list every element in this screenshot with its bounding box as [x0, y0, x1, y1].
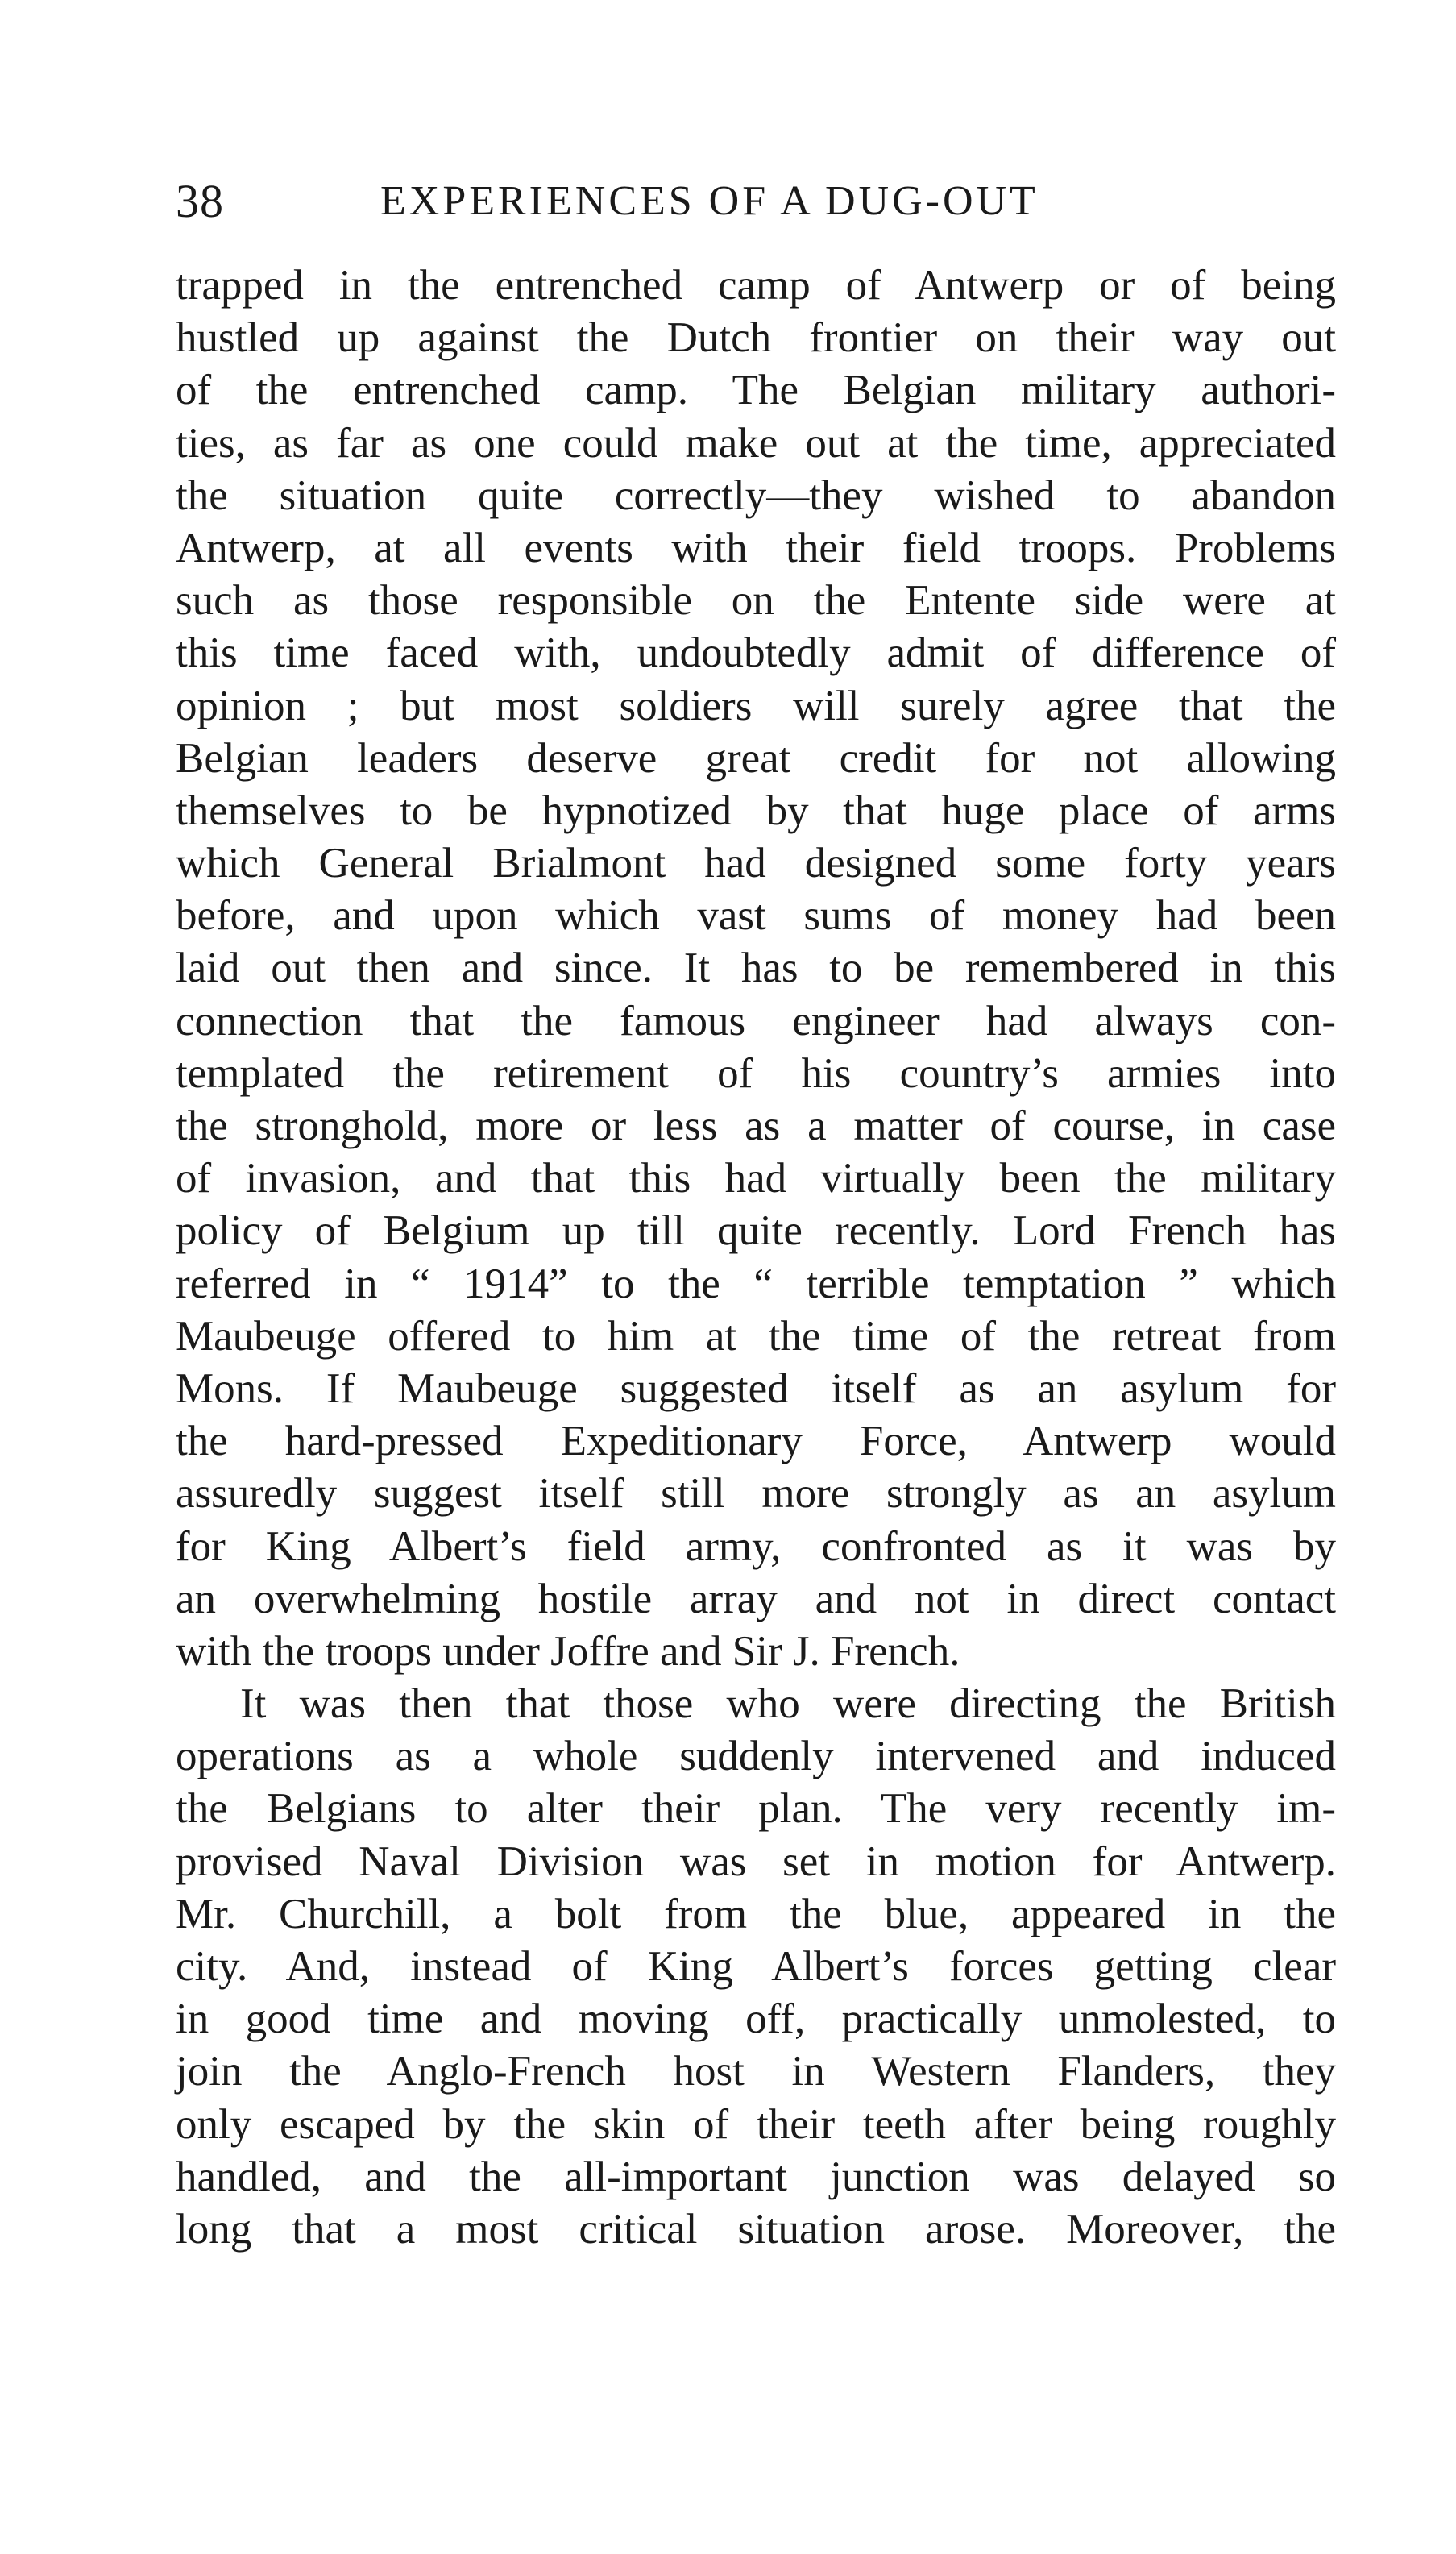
text-line: the Belgians to alter their plan. The very recently im-	[176, 1785, 1336, 1833]
text-line: templated the retirement of his country’s armies into	[176, 1049, 1336, 1097]
text-line: laid out then and since. It has to be remembered in this	[176, 945, 1336, 992]
paragraph-end-line: with the troops under Joffre and Sir J. French.	[176, 1627, 960, 1675]
text-line: Mons. If Maubeuge suggested itself as an asylum for	[176, 1364, 1336, 1412]
text-line: of the entrenched camp. The Belgian military authori-	[176, 367, 1336, 414]
text-line: of invasion, and that this had virtually been the military	[176, 1155, 1336, 1202]
text-line: connection that the famous engineer had always con-	[176, 997, 1336, 1044]
text-line: which General Brialmont had designed some forty years	[176, 840, 1336, 887]
running-head: EXPERIENCES OF A DUG-OUT	[380, 178, 1039, 224]
page-header	[176, 169, 1336, 234]
text-line: Antwerp, at all events with their field troops. Problems	[176, 524, 1336, 571]
text-line: policy of Belgium up till quite recently. Lord French has	[176, 1207, 1336, 1255]
text-line: ties, as far as one could make out at the time, appreciated	[176, 419, 1336, 467]
text-line: city. And, instead of King Albert’s forces getting clear	[176, 1943, 1336, 1990]
text-line: referred in “ 1914” to the “ terrible temptation ” which	[176, 1260, 1336, 1307]
text-line: Mr. Churchill, a bolt from the blue, appeared in the	[176, 1890, 1336, 1937]
text-line: only escaped by the skin of their teeth after being roughly	[176, 2100, 1336, 2148]
text-line: such as those responsible on the Entente side were at	[176, 577, 1336, 625]
text-line: the stronghold, more or less as a matter of course, in case	[176, 1103, 1336, 1149]
text-line: before, and upon which vast sums of money had been	[176, 892, 1336, 940]
text-line: the situation quite correctly—they wished to abandon	[176, 471, 1336, 519]
text-line: this time faced with, undoubtedly admit of difference of	[176, 629, 1336, 677]
page-number: 38	[176, 175, 224, 227]
text-line: the hard-pressed Expeditionary Force, Antwerp would	[176, 1418, 1336, 1465]
text-line: trapped in the entrenched camp of Antwerp or of being	[176, 262, 1336, 309]
text-line: Belgian leaders deserve great credit for not allowing	[176, 734, 1336, 782]
text-line: join the Anglo-French host in Western Flanders, they	[176, 2048, 1336, 2095]
text-line: themselves to be hypnotized by that huge place of arms	[176, 787, 1336, 834]
text-line: assuredly suggest itself still more strongly as an asylum	[176, 1470, 1336, 1518]
text-line: operations as a whole suddenly intervened and induced	[176, 1733, 1336, 1780]
body-text	[176, 260, 1336, 2256]
text-line: long that a most critical situation arose. Moreover, the	[176, 2205, 1336, 2253]
text-line: opinion ; but most soldiers will surely agree that the	[176, 682, 1336, 729]
text-line: an overwhelming hostile array and not in direct contact	[176, 1575, 1336, 1622]
text-line: handled, and the all-important junction was delayed so	[176, 2153, 1336, 2200]
text-line: Maubeuge offered to him at the time of the retreat from	[176, 1312, 1336, 1360]
text-line: for King Albert’s field army, confronted as it was by	[176, 1522, 1336, 1570]
text-line: in good time and moving off, practically unmolested, to	[176, 1995, 1336, 2043]
text-line: hustled up against the Dutch frontier on their way out	[176, 314, 1336, 362]
text-line: provised Naval Division was set in motion for Antwerp.	[176, 1838, 1336, 1885]
paragraph-start-line: It was then that those who were directing the British	[240, 1680, 1336, 1728]
